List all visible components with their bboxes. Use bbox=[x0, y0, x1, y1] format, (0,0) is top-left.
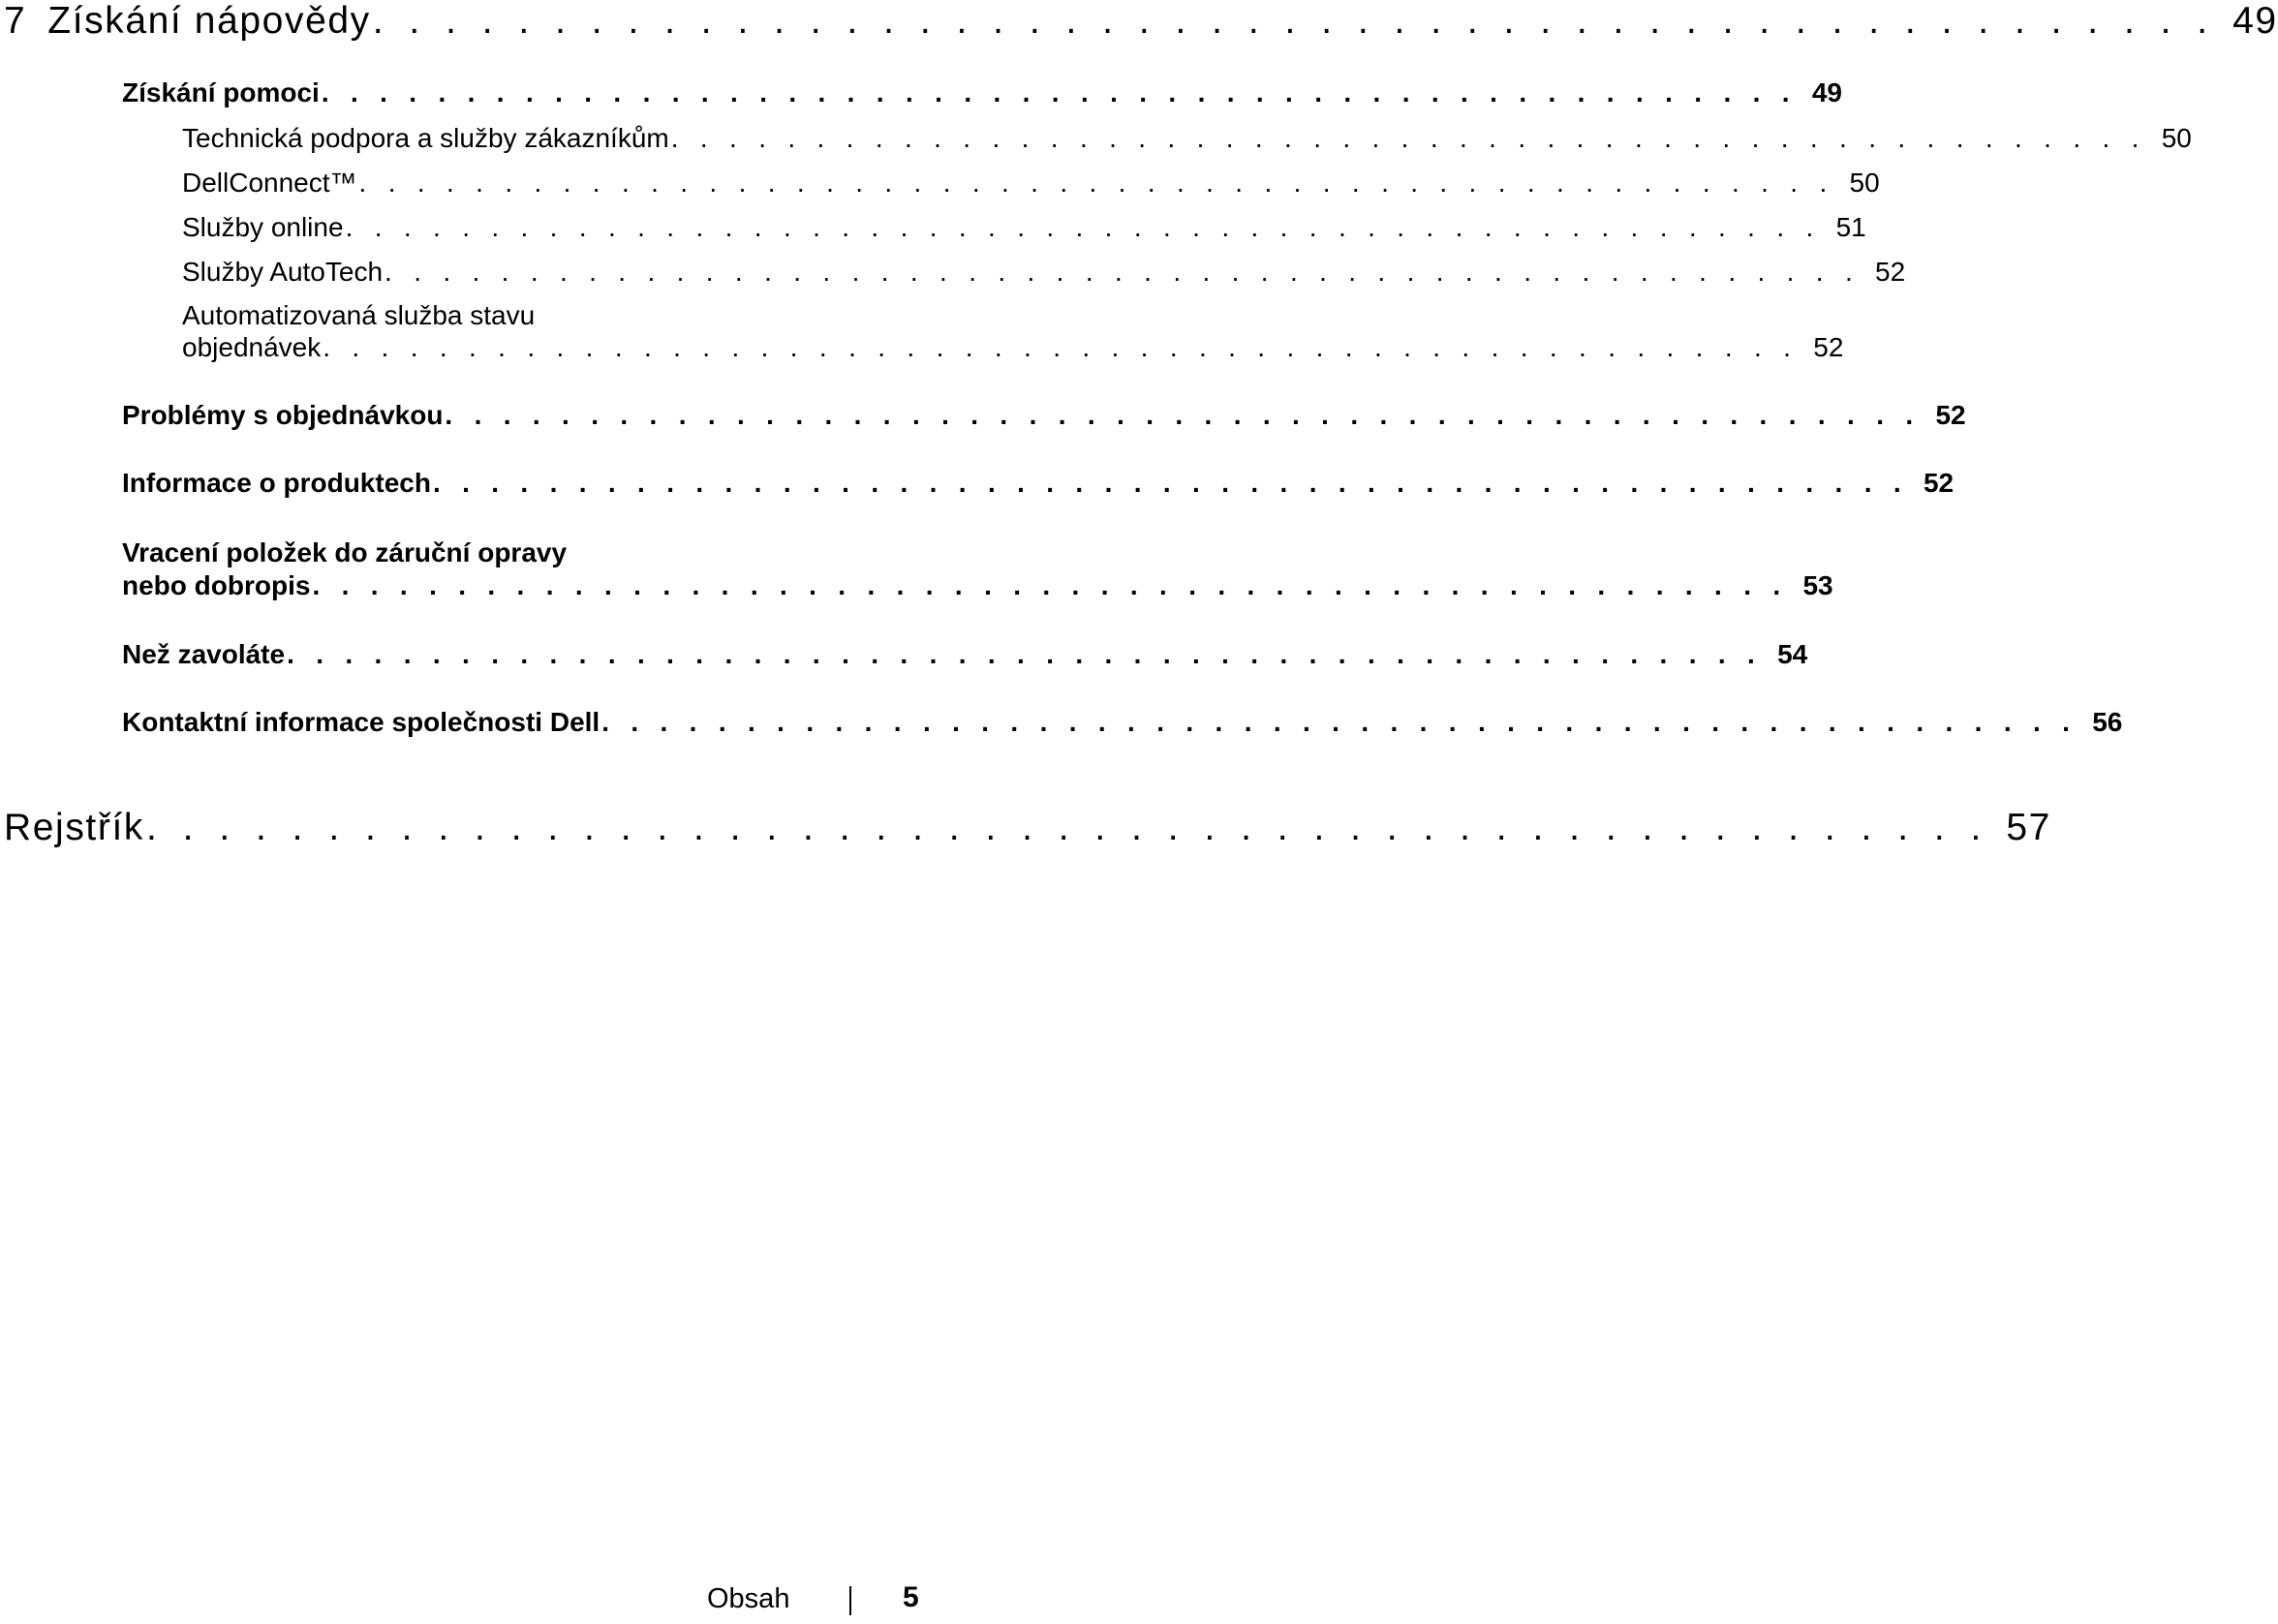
toc-entry-ziskani-pomoci[interactable] bbox=[122, 77, 1842, 108]
toc-entry-problemy-s-objednavkou[interactable] bbox=[122, 400, 1966, 431]
dot-leader: . . . . . . . . . . . . . . . . . . . . . . . . . . . . . . . . . . . . . . . . . . . . . . . . . . . bbox=[670, 123, 2146, 153]
entry-title: Služby AutoTech bbox=[182, 257, 384, 287]
chapter-page: 49 bbox=[2232, 0, 2278, 42]
dot-leader: . . . . . . . . . . . . . . . . . . . . . . . . . . . . . . . . . . . . . . . . . . . . . . . . . . . bbox=[432, 468, 1908, 498]
entry-title: Informace o produktech bbox=[122, 468, 431, 498]
entry-title-line1: Automatizovaná služba stavu bbox=[182, 300, 536, 330]
toc-entry-dellconnect[interactable] bbox=[182, 168, 1880, 199]
dot-leader: . . . . . . . . . . . . . . . . . . . . . . . . . . . . . . . . . . . . . . . . . . . . . . . . . . . bbox=[358, 168, 1834, 198]
entry-page: 54 bbox=[1777, 639, 1808, 669]
footer-divider bbox=[849, 1586, 851, 1615]
footer-section-label: Obsah bbox=[707, 1583, 790, 1614]
entry-page: 50 bbox=[1849, 168, 1880, 198]
entry-page: 52 bbox=[1935, 400, 1966, 430]
index-title: Rejstřík bbox=[4, 807, 144, 848]
entry-title: objednávek bbox=[182, 332, 322, 362]
toc-entry-sluzby-online[interactable] bbox=[182, 212, 1866, 243]
chapter-number: 7 bbox=[4, 0, 27, 42]
toc-index[interactable] bbox=[4, 807, 2051, 849]
dot-leader: . . . . . . . . . . . . . . . . . . . . . . . . . . . . . . . . . . . . . . . . . . . . . . . . . . . bbox=[372, 0, 2216, 42]
entry-page: 50 bbox=[2161, 123, 2192, 153]
entry-title: nebo dobropis bbox=[122, 570, 311, 600]
dot-leader: . . . . . . . . . . . . . . . . . . . . . . . . . . . . . . . . . . . . . . . . . . . . . . . . . . . bbox=[601, 707, 2078, 737]
dot-leader: . . . . . . . . . . . . . . . . . . . . . . . . . . . . . . . . . . . . . . . . . . . . . . . . . . . bbox=[345, 212, 1821, 242]
dot-leader: . . . . . . . . . . . . . . . . . . . . . . . . . . . . . . . . . . . . . . . . . . . . . . . . . . . bbox=[385, 257, 1861, 287]
footer-page-number: 5 bbox=[903, 1581, 919, 1613]
toc-entry-technicka-podpora[interactable] bbox=[182, 123, 2192, 154]
entry-page: 51 bbox=[1835, 212, 1866, 242]
dot-leader: . . . . . . . . . . . . . . . . . . . . . . . . . . . . . . . . . . . . . . . . . . . . . . . . . . . bbox=[287, 639, 1763, 669]
chapter-title: Získání nápovědy bbox=[47, 0, 371, 42]
entry-title: Služby online bbox=[182, 212, 344, 242]
dot-leader: . . . . . . . . . . . . . . . . . . . . . . . . . . . . . . . . . . . . . . . . . . . . . . . . . . . bbox=[323, 332, 1799, 362]
entry-title: Problémy s objednávkou bbox=[122, 400, 444, 430]
entry-page: 53 bbox=[1802, 570, 1833, 600]
entry-page: 52 bbox=[1875, 257, 1906, 287]
entry-title: Než zavoláte bbox=[122, 639, 286, 669]
entry-title: DellConnect™ bbox=[182, 168, 357, 198]
dot-leader: . . . . . . . . . . . . . . . . . . . . . . . . . . . . . . . . . . . . . . . . . . . . . . . . . . . bbox=[445, 400, 1921, 430]
dot-leader: . . . . . . . . . . . . . . . . . . . . . . . . . . . . . . . . . . . . . . . . . . . . . . . . . . . bbox=[145, 807, 1989, 848]
entry-page: 56 bbox=[2092, 707, 2123, 737]
entry-title: Technická podpora a služby zákazníkům bbox=[182, 123, 669, 153]
entry-title: Získání pomoci bbox=[122, 77, 320, 107]
toc-chapter-7[interactable] bbox=[4, 0, 2278, 43]
entry-title: Kontaktní informace společnosti Dell bbox=[122, 707, 600, 737]
dot-leader: . . . . . . . . . . . . . . . . . . . . . . . . . . . . . . . . . . . . . . . . . . . . . . . . . . . bbox=[312, 570, 1788, 600]
entry-page: 52 bbox=[1813, 332, 1844, 362]
toc-entry-sluzby-autotech[interactable] bbox=[182, 257, 1906, 288]
toc-entry-informace-o-produktech[interactable] bbox=[122, 468, 1955, 499]
entry-page: 49 bbox=[1811, 77, 1842, 107]
toc-entry-kontaktni-informace[interactable] bbox=[122, 707, 2123, 738]
toc-entry-nez-zavolate[interactable] bbox=[122, 639, 1808, 670]
dot-leader: . . . . . . . . . . . . . . . . . . . . . . . . . . . . . . . . . . . . . . . . . . . . . . . . . . . bbox=[321, 77, 1797, 107]
toc-entry-stav-objednavek[interactable] bbox=[182, 332, 1844, 363]
entry-title-line1: Vracení položek do záruční opravy bbox=[122, 537, 568, 567]
toc-entry-vraceni-polozek[interactable] bbox=[122, 570, 1833, 601]
index-page: 57 bbox=[2006, 807, 2051, 848]
entry-page: 52 bbox=[1923, 468, 1955, 498]
